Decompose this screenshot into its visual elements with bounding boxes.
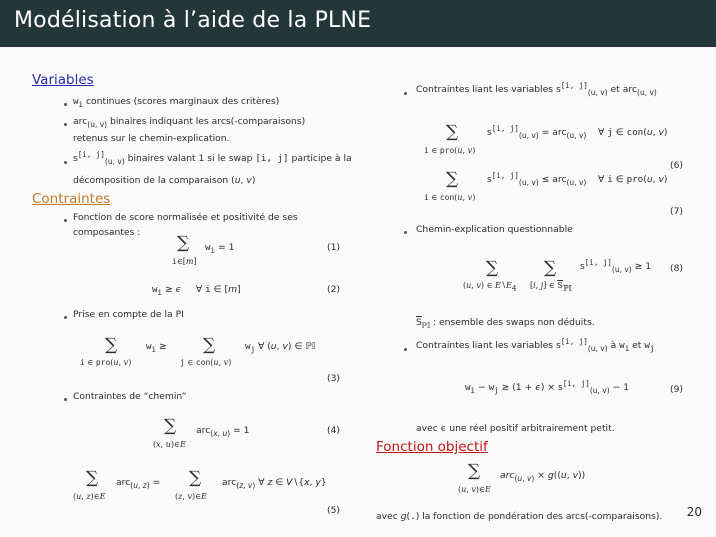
bullet — [64, 161, 67, 164]
bullet — [404, 92, 407, 95]
bullet — [404, 231, 407, 234]
c2-text: Prise en compte de la PI — [73, 309, 184, 320]
var-arc: arc$_{(u, v)}$ binaires indiquant les arcs(-comparaisons) — [73, 116, 306, 129]
var-arc-line2: retenus sur le chemin-explication. — [73, 133, 230, 144]
sum-symbol: ∑ — [189, 468, 202, 488]
eq7-body: $s[i, j]_{(u, v)} \le arc_{(u, v)}$ ∀ i ∈ pro(u, v) — [487, 171, 668, 187]
r1-text: Contraintes liant les variables $s[i, j]_{(u, v)}$ et arc$_{(u, v)}$ — [416, 81, 657, 97]
sum-symbol: ∑ — [544, 258, 557, 278]
sum-limit: (u, z)∈E — [73, 492, 106, 501]
eq1-body: $w_i = 1$ — [205, 242, 235, 255]
c1-text: Fonction de score normalisée et positivité de ses — [73, 212, 298, 223]
var-s: $s[i, j]_{(u, v)}$ binaires valant 1 si le swap [i, j] participe à la — [73, 150, 352, 166]
sum-limit: (x, u)∈E — [153, 440, 186, 449]
bullet — [64, 398, 67, 401]
objective-body: arc$_{(u, v)}$ × g((u, v)) — [500, 470, 586, 483]
eps-note: avec ϵ une réel positif arbitrairement petit. — [416, 423, 615, 434]
c3-text: Contraintes de “chemin” — [73, 391, 187, 402]
contraintes-heading: Contraintes — [32, 191, 111, 207]
eq7-label: (7) — [670, 206, 684, 217]
sum-symbol: ∑ — [86, 468, 99, 488]
sum-symbol: ∑ — [446, 122, 459, 142]
bullet — [404, 348, 407, 351]
eq5-part2: arc$_{(z, v)}$ ∀ z ∈ V∖{x, y} — [222, 477, 327, 490]
slide-title: Modélisation à l’aide de la PLNE — [14, 8, 372, 33]
bullet — [64, 123, 67, 126]
var-w: $w_i$ continues (scores marginaux des critères) — [73, 96, 280, 109]
eq6-label: (6) — [670, 160, 684, 171]
r3-text: Contraintes liant les variables $s[i, j]_{(u, v)}$ à $w_i$ et $w_j$ — [416, 337, 655, 353]
sum-symbol: ∑ — [164, 416, 177, 436]
sum-symbol: ∑ — [468, 461, 481, 481]
eq2-label: (2) — [327, 284, 341, 295]
eq3-part2: $w_j$ ∀ (u, v) ∈ ℙ𝕀 — [245, 341, 316, 354]
r2-text: Chemin-explication questionnable — [416, 224, 573, 235]
spi-note: $\overline{S}_{ℙ𝕀}$ : ensemble des swaps non déduits. — [416, 317, 595, 330]
sum-limit: j ∈ con(u, v) — [180, 358, 232, 367]
sum-limit: (z, v)∈E — [175, 492, 207, 501]
eq4-body: arc$_{(x, u)}$ = 1 — [196, 425, 250, 438]
eq3-part1: $w_i$ ≥ — [146, 341, 167, 354]
eq4-label: (4) — [327, 425, 341, 436]
sum-limit: i ∈ con(u, v) — [424, 193, 476, 202]
page-number: 20 — [686, 505, 702, 519]
eq8-label: (8) — [670, 263, 684, 274]
objective-heading: Fonction objectif — [376, 439, 488, 455]
sum-limit: i ∈ pro(u, v) — [424, 146, 476, 155]
objective-note: avec g(.) la fonction de pondération des arcs(-comparaisons). — [376, 511, 663, 522]
sum-limit: i∈[m] — [172, 257, 197, 266]
sum-symbol: ∑ — [177, 233, 190, 253]
eq1-label: (1) — [327, 242, 341, 253]
variables-heading: Variables — [32, 72, 94, 88]
bullet — [64, 316, 67, 319]
bullet — [64, 219, 67, 222]
var-s-line2: décomposition de la comparaison (u, v) — [73, 175, 256, 186]
eq5-part1: arc$_{(u, z)}$ = — [116, 477, 161, 490]
sum-symbol: ∑ — [203, 335, 216, 355]
bullet — [64, 103, 67, 106]
sum-limit: (u, v) ∈ $E∖E_4$ — [463, 281, 517, 293]
sum-limit: i ∈ pro(u, v) — [80, 358, 132, 367]
eq9-body: $w_i - w_j \ge (1 + \epsilon) \times s[i, j]_{(u, v)} - 1$ — [465, 379, 630, 395]
eq9-label: (9) — [670, 384, 684, 395]
title-bar — [0, 0, 716, 47]
eq5-label: (5) — [327, 505, 341, 516]
sum-symbol: ∑ — [446, 169, 459, 189]
c1-text-2: composantes : — [73, 227, 141, 238]
eq6-body: $s[i, j]_{(u, v)} = arc_{(u, v)}$ ∀ j ∈ con(u, v) — [487, 124, 668, 140]
eq3-label: (3) — [327, 373, 341, 384]
eq8-body: $s[i, j]_{(u, v)} \ge 1$ — [580, 258, 652, 274]
sum-symbol: ∑ — [486, 258, 499, 278]
sum-limit: [i, j] ∈ $\overline{S}_{ℙ𝕀}$ — [530, 281, 573, 293]
sum-symbol: ∑ — [105, 335, 118, 355]
eq2-body: $w_i \ge \epsilon$ ∀ i ∈ [m] — [152, 284, 241, 297]
sum-limit: (u, v)∈E — [458, 485, 491, 494]
